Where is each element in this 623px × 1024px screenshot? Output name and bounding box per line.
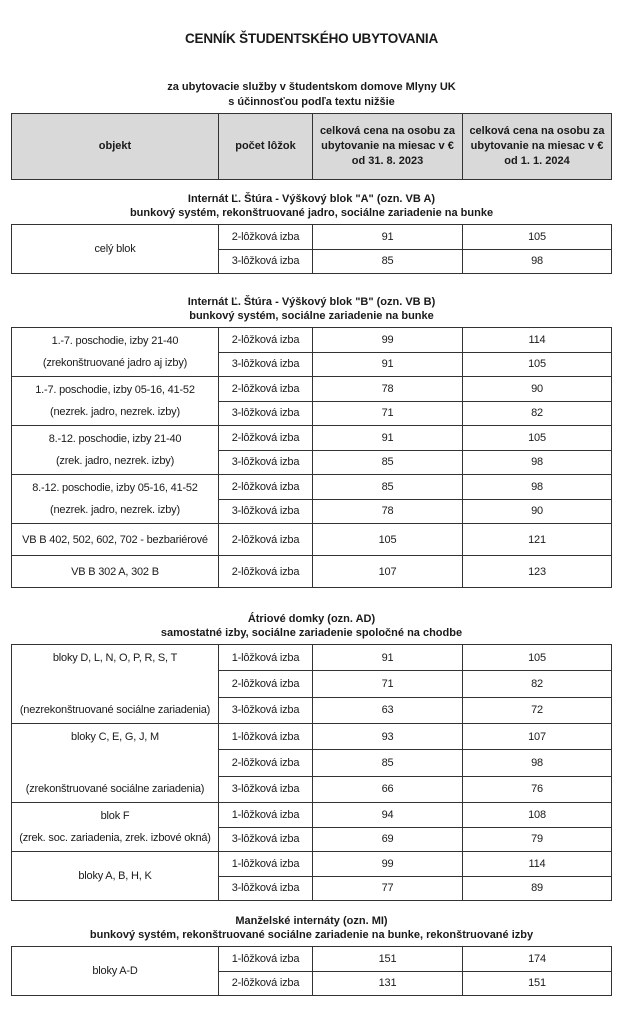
table-row bbox=[12, 556, 612, 588]
beds-cell: 2-lôžková izba bbox=[219, 225, 313, 250]
header-beds: počet lôžok bbox=[219, 114, 313, 180]
price-2023-cell: 78 bbox=[313, 377, 463, 402]
price-2024-cell: 82 bbox=[463, 671, 612, 697]
price-2023-cell: 93 bbox=[313, 724, 463, 750]
document-subtitle bbox=[0, 80, 623, 110]
section-subtitle: bunkový systém, rekonštruované sociálne zariadenie na bunke, rekonštruované izby bbox=[89, 929, 534, 941]
object-line: bloky A, B, H, K bbox=[78, 870, 152, 882]
object-line: VB B 402, 502, 602, 702 - bezbariérové bbox=[22, 533, 208, 546]
beds-cell: 2-lôžková izba bbox=[219, 377, 313, 402]
object-line: (nezrek. jadro, nezrek. izby) bbox=[50, 504, 180, 516]
price-2024-cell: 89 bbox=[463, 876, 612, 901]
object-cell bbox=[12, 852, 219, 901]
price-2024-cell: 108 bbox=[463, 803, 612, 828]
object-cell bbox=[12, 947, 219, 996]
beds-cell: 1-lôžková izba bbox=[219, 947, 313, 972]
beds-cell: 1-lôžková izba bbox=[219, 724, 313, 750]
subtitle-line-2: s účinnosťou podľa textu nižšie bbox=[228, 96, 395, 108]
object-line bbox=[12, 671, 218, 697]
beds-cell: 2-lôžková izba bbox=[219, 556, 313, 588]
object-line: (zrekonštruované sociálne zariadenia) bbox=[25, 783, 205, 795]
object-line: bloky C, E, G, J, M bbox=[71, 731, 159, 743]
object-line: blok F bbox=[100, 810, 130, 822]
beds-cell: 1-lôžková izba bbox=[219, 852, 313, 877]
price-2024-cell: 114 bbox=[463, 852, 612, 877]
object-line: 1.-7. poschodie, izby 05-16, 41-52 bbox=[35, 384, 195, 396]
section-table bbox=[11, 224, 612, 274]
table-row bbox=[12, 947, 612, 972]
document-title: CENNÍK ŠTUDENTSKÉHO UBYTOVANIA bbox=[184, 31, 439, 46]
beds-cell: 3-lôžková izba bbox=[219, 352, 313, 377]
price-2023-cell: 66 bbox=[313, 776, 463, 802]
price-2023-cell: 69 bbox=[313, 827, 463, 852]
object-line: (zrek. jadro, nezrek. izby) bbox=[55, 455, 175, 467]
beds-cell: 3-lôžková izba bbox=[219, 827, 313, 852]
price-table-header bbox=[11, 113, 612, 180]
section-title: Internát Ľ. Štúra - Výškový blok "B" (ozn. VB B) bbox=[187, 296, 436, 308]
price-2024-cell: 105 bbox=[463, 645, 612, 671]
price-2024-cell: 105 bbox=[463, 352, 612, 377]
object-line: VB B 302 A, 302 B bbox=[71, 565, 159, 578]
price-2023-cell: 63 bbox=[313, 697, 463, 723]
price-2024-cell: 121 bbox=[463, 524, 612, 556]
beds-cell: 2-lôžková izba bbox=[219, 524, 313, 556]
section-heading bbox=[0, 612, 623, 640]
beds-cell: 1-lôžková izba bbox=[219, 645, 313, 671]
price-2024-cell: 107 bbox=[463, 724, 612, 750]
section-table bbox=[11, 644, 612, 901]
price-2023-cell: 77 bbox=[313, 876, 463, 901]
price-2023-cell: 91 bbox=[313, 225, 463, 250]
price-2024-cell: 90 bbox=[463, 499, 612, 524]
object-line bbox=[12, 750, 218, 776]
section-table bbox=[11, 946, 612, 996]
object-cell bbox=[12, 426, 219, 475]
beds-cell: 2-lôžková izba bbox=[219, 426, 313, 451]
price-2024-cell: 98 bbox=[463, 450, 612, 475]
section-heading bbox=[0, 914, 623, 942]
header-price-2024: celková cena na osobu za ubytovanie na miesac v € od 1. 1. 2024 bbox=[463, 114, 612, 180]
price-2023-cell: 99 bbox=[313, 328, 463, 353]
object-line: bloky D, L, N, O, P, R, S, T bbox=[52, 652, 178, 664]
table-row bbox=[12, 225, 612, 250]
beds-cell: 2-lôžková izba bbox=[219, 671, 313, 697]
price-2024-cell: 90 bbox=[463, 377, 612, 402]
price-2023-cell: 105 bbox=[313, 524, 463, 556]
price-2023-cell: 131 bbox=[313, 971, 463, 996]
table-row bbox=[12, 852, 612, 877]
object-line: bloky A-D bbox=[92, 965, 138, 977]
price-2023-cell: 91 bbox=[313, 352, 463, 377]
price-2024-cell: 105 bbox=[463, 426, 612, 451]
object-cell bbox=[12, 645, 219, 724]
price-2024-cell: 98 bbox=[463, 475, 612, 500]
price-2024-cell: 79 bbox=[463, 827, 612, 852]
price-2023-cell: 91 bbox=[313, 645, 463, 671]
header-object: objekt bbox=[12, 114, 219, 180]
beds-cell: 2-lôžková izba bbox=[219, 971, 313, 996]
price-2023-cell: 71 bbox=[313, 401, 463, 426]
beds-cell: 1-lôžková izba bbox=[219, 803, 313, 828]
object-line: celý blok bbox=[94, 243, 136, 255]
price-2023-cell: 99 bbox=[313, 852, 463, 877]
price-2023-cell: 85 bbox=[313, 475, 463, 500]
price-2023-cell: 91 bbox=[313, 426, 463, 451]
table-row bbox=[12, 645, 612, 671]
section-heading bbox=[0, 192, 623, 220]
price-2024-cell: 72 bbox=[463, 697, 612, 723]
object-cell bbox=[12, 556, 219, 588]
object-line: (nezrek. jadro, nezrek. izby) bbox=[50, 406, 180, 418]
object-line: 8.-12. poschodie, izby 21-40 bbox=[48, 433, 182, 445]
object-cell bbox=[12, 328, 219, 377]
object-line: 1.-7. poschodie, izby 21-40 bbox=[51, 335, 179, 347]
table-row bbox=[12, 377, 612, 402]
table-row bbox=[12, 475, 612, 500]
beds-cell: 3-lôžková izba bbox=[219, 876, 313, 901]
price-2023-cell: 85 bbox=[313, 750, 463, 776]
object-cell bbox=[12, 724, 219, 803]
table-row bbox=[12, 426, 612, 451]
price-2024-cell: 114 bbox=[463, 328, 612, 353]
price-2023-cell: 85 bbox=[313, 249, 463, 274]
section-heading bbox=[0, 295, 623, 323]
object-cell bbox=[12, 524, 219, 556]
price-2023-cell: 71 bbox=[313, 671, 463, 697]
price-2024-cell: 105 bbox=[463, 225, 612, 250]
price-2023-cell: 151 bbox=[313, 947, 463, 972]
table-row bbox=[12, 328, 612, 353]
object-line: (zrek. soc. zariadenia, zrek. izbové okná) bbox=[19, 832, 211, 844]
price-2024-cell: 151 bbox=[463, 971, 612, 996]
object-line: (nezrekonštruované sociálne zariadenia) bbox=[19, 704, 211, 716]
section-subtitle: samostatné izby, sociálne zariadenie spoločné na chodbe bbox=[160, 627, 463, 639]
table-row bbox=[12, 524, 612, 556]
section-title: Manželské internáty (ozn. MI) bbox=[235, 915, 388, 927]
beds-cell: 3-lôžková izba bbox=[219, 499, 313, 524]
price-2023-cell: 94 bbox=[313, 803, 463, 828]
price-2024-cell: 123 bbox=[463, 556, 612, 588]
section-subtitle: bunkový systém, rekonštruované jadro, sociálne zariadenie na bunke bbox=[129, 207, 494, 219]
beds-cell: 3-lôžková izba bbox=[219, 401, 313, 426]
object-line: 8.-12. poschodie, izby 05-16, 41-52 bbox=[32, 482, 198, 494]
price-2024-cell: 174 bbox=[463, 947, 612, 972]
section-subtitle: bunkový systém, sociálne zariadenie na bunke bbox=[189, 310, 434, 322]
section-table bbox=[11, 327, 612, 588]
object-line: (zrekonštruované jadro aj izby) bbox=[42, 357, 188, 369]
table-row bbox=[12, 803, 612, 828]
price-2024-cell: 98 bbox=[463, 750, 612, 776]
section-title: Internát Ľ. Štúra - Výškový blok "A" (ozn. VB A) bbox=[187, 193, 436, 205]
beds-cell: 3-lôžková izba bbox=[219, 450, 313, 475]
beds-cell: 3-lôžková izba bbox=[219, 697, 313, 723]
object-cell bbox=[12, 475, 219, 524]
beds-cell: 3-lôžková izba bbox=[219, 249, 313, 274]
price-2024-cell: 82 bbox=[463, 401, 612, 426]
price-2024-cell: 98 bbox=[463, 249, 612, 274]
table-row bbox=[12, 724, 612, 750]
header-price-2023: celková cena na osobu za ubytovanie na miesac v € od 31. 8. 2023 bbox=[313, 114, 463, 180]
price-2023-cell: 78 bbox=[313, 499, 463, 524]
section-title: Átriové domky (ozn. AD) bbox=[247, 613, 376, 625]
beds-cell: 2-lôžková izba bbox=[219, 750, 313, 776]
subtitle-line-1: za ubytovacie služby v študentskom domove Mlyny UK bbox=[167, 81, 456, 93]
beds-cell: 3-lôžková izba bbox=[219, 776, 313, 802]
beds-cell: 2-lôžková izba bbox=[219, 328, 313, 353]
price-2024-cell: 76 bbox=[463, 776, 612, 802]
object-cell bbox=[12, 225, 219, 274]
price-2023-cell: 85 bbox=[313, 450, 463, 475]
beds-cell: 2-lôžková izba bbox=[219, 475, 313, 500]
object-cell bbox=[12, 377, 219, 426]
price-2023-cell: 107 bbox=[313, 556, 463, 588]
object-cell bbox=[12, 803, 219, 852]
